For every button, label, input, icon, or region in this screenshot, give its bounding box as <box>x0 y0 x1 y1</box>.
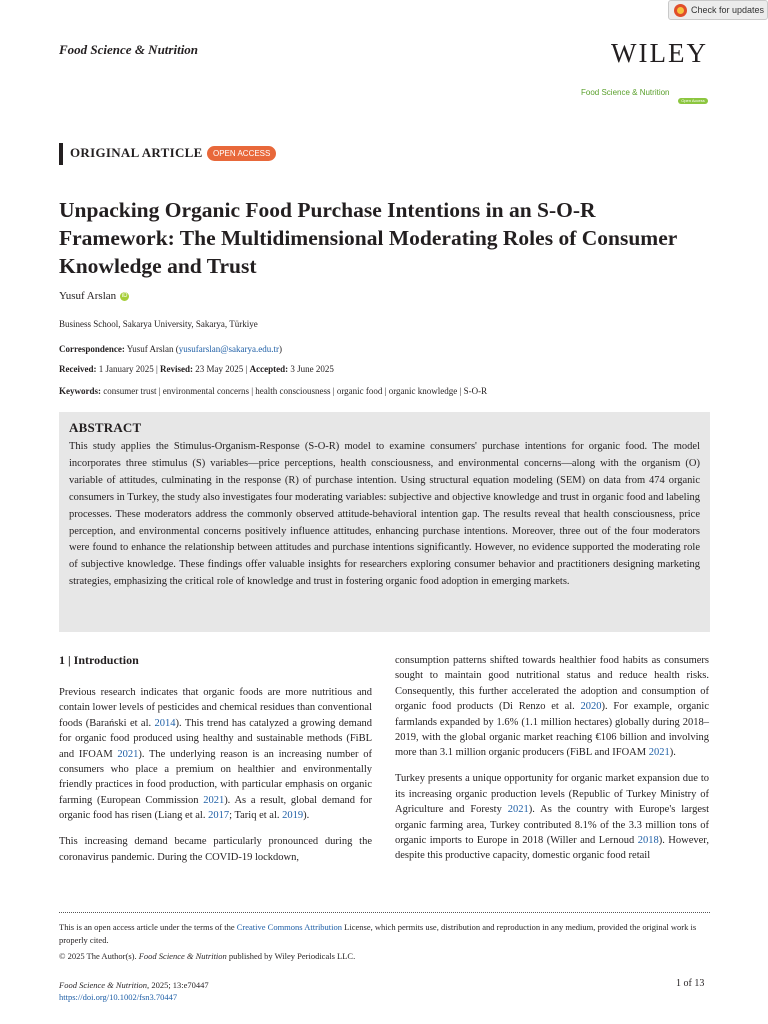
date-separator: | <box>153 364 161 374</box>
crossmark-icon <box>674 4 687 17</box>
abstract-box <box>59 412 710 632</box>
journal-reference <box>59 979 209 1003</box>
article-type: ORIGINAL ARTICLE <box>70 145 203 160</box>
text-run: Turkey presents a unique opportunity for organic market expansion due to its increasing organic production levels (Republic of Turkey Ministry of Agriculture and Foresty <box>395 773 709 816</box>
open-access-badge: OPEN ACCESS <box>207 146 276 161</box>
text-run: Previous research indicates that organic foods are more nutritious and contain lower levels of pesticides and chemical residues than conventional foods (Barański et al. <box>59 687 372 729</box>
revised-label: Revised: <box>160 364 194 374</box>
keywords-list: consumer trust | environmental concerns | health consciousness | organic food | organic knowledge | S-O-R <box>103 386 488 396</box>
text-run: ). However, despite this productive capacity, domestic organic food retail <box>395 834 709 862</box>
text-run: ). This trend has catalyzed a growing demand for organic food produced using healthy and sustainable methods (FiBL and IFOAM <box>59 717 373 760</box>
affiliation: Business School, Sakarya University, Sakarya, Türkiye <box>59 319 258 329</box>
footnote-divider <box>59 912 710 913</box>
author-line <box>59 290 129 302</box>
text-run: License, which permits use, distribution and reproduction in any medium, provided the original work is properly cited. <box>59 922 697 945</box>
journal-ref-italic: Food Science & Nutrition, <box>59 980 150 990</box>
author-name[interactable]: Yusuf Arslan <box>59 290 117 302</box>
correspondence-close: ) <box>279 344 283 354</box>
text-run: ). The underlying reason is an increasing number of consumers who place a premium on healthier and environmentally friendly practices in food production, with particular emphasis on organic farming (European Commission <box>59 748 372 806</box>
text-run: consumption patterns shifted towards healthier food habits as consumers sought to maintain good nutritional status and reduce health risks. Consequently, this further accelerated the adoption and consumption of organic food products (Di Renzo et al. <box>395 655 709 713</box>
intro-paragraph-3 <box>395 653 709 761</box>
text-run: This is an open access article under the terms of the <box>59 922 237 932</box>
wiley-logo: WILEY <box>611 38 708 68</box>
intro-paragraph-1 <box>59 685 372 824</box>
intro-paragraph-2: This increasing demand became particularly pronounced during the coronavirus pandemic. During the COVID-19 lockdown, <box>59 836 372 863</box>
text-run: ). <box>669 747 676 759</box>
intro-paragraph-4 <box>395 771 709 863</box>
orcid-icon[interactable]: iD <box>121 292 128 299</box>
check-for-updates-label: Check for updates <box>691 5 765 15</box>
received-label: Received: <box>59 364 97 374</box>
citation-link[interactable]: 2020 <box>580 701 602 713</box>
text-run: © 2025 The Author(s). <box>59 951 139 961</box>
citation-link[interactable]: 2019 <box>282 810 304 822</box>
license-note <box>59 921 710 947</box>
journal-logo: Food Science & Nutrition <box>581 88 670 97</box>
open-access-logo: Open Access <box>678 98 708 104</box>
journal-name-italic: Food Science & Nutrition <box>138 951 227 961</box>
article-title: Unpacking Organic Food Purchase Intentions in an S-O-R Framework: The Multidimensional Moderating Roles of Consumer Knowledge and Trust <box>59 198 677 278</box>
page-number: 1 of 13 <box>676 978 705 989</box>
citation-link[interactable]: 2017 <box>208 810 230 822</box>
doi-link[interactable]: https://doi.org/10.1002/fsn3.70447 <box>59 992 178 1002</box>
revised-date: 23 May 2025 <box>195 364 244 374</box>
citation-link[interactable]: 2021 <box>648 747 670 759</box>
correspondence-name: Yusuf Arslan ( <box>126 344 179 354</box>
date-separator: | <box>243 364 250 374</box>
journal-name: Food Science & Nutrition <box>59 42 199 57</box>
article-type-bar <box>59 143 63 165</box>
correspondence <box>59 344 282 354</box>
article-dates <box>59 364 334 374</box>
text-run: ). <box>303 810 310 822</box>
keywords <box>59 386 487 396</box>
received-date: 1 January 2025 <box>98 364 154 374</box>
text-run: ). As a result, global demand for organic food has risen (Liang et al. <box>59 794 372 822</box>
citation-link[interactable]: 2018 <box>637 834 659 846</box>
abstract-text: This study applies the Stimulus-Organism-Response (S-O-R) model to examine consumers' purchase intentions for organic food. The model incorporates three stimulus (S) variables—price perceptions, health consciousness, and environmental concerns—along with the organism (O) variable of attitudes, culminating in the response (R) of purchase intention. Using structural equation modeling (SEM) on data from 474 organic consumers in Turkey, the study also investigates four moderating variables: subjective and objective knowledge and trust in organic food and labeling processes. These moderators address the commonly observed attitude-behavioral intention gap. The results reveal that health consciousness, price perception, and environmental concerns positively influence attitudes, enhancing purchase intentions. Moreover, three out of the four moderators were found to enhance the relationship between attitudes and purchase intentions significantly. However, no evidence supported the moderating role of subjective knowledge. These findings offer valuable insights for researchers exploring consumer behavior and practitioners designing marketing strategies, emphasizing the critical role of knowledge and trust in fostering organic food adoption in emerging markets. <box>69 441 700 588</box>
section-heading-introduction: 1 | Introduction <box>59 653 139 667</box>
citation-link[interactable]: 2021 <box>203 794 225 806</box>
text-run: ). For example, organic farmlands expanded by 1.6% (1.1 million hectares) globally during 2018–2019, with the global organic market reaching €106 billion and involving more than 3.1 million organic producers (FiBL and IFOAM <box>395 701 709 759</box>
journal-ref-volume: 2025; 13:e70447 <box>149 980 209 990</box>
text-run: ; Tariq et al. <box>229 810 283 822</box>
text-run: published by Wiley Periodicals LLC. <box>226 951 356 961</box>
correspondence-email-link[interactable]: yusufarslan@sakarya.edu.tr <box>178 344 280 354</box>
text-run: ). As the country with Europe's largest organic farming area, Turkey contributed 8.1% of the 3.3 million tons of organic imports to Europe in 2018 (Willer and Lernoud <box>395 804 709 846</box>
license-link[interactable]: Creative Commons Attribution <box>236 922 343 932</box>
citation-link[interactable]: 2014 <box>154 717 176 729</box>
body-column-left <box>59 685 372 875</box>
accepted-label: Accepted: <box>249 364 289 374</box>
body-column-right <box>395 653 709 874</box>
accepted-date: 3 June 2025 <box>290 364 334 374</box>
keywords-label: Keywords: <box>59 386 101 396</box>
citation-link[interactable]: 2021 <box>117 748 139 760</box>
correspondence-label: Correspondence: <box>59 344 125 354</box>
abstract-heading: ABSTRACT <box>69 420 142 435</box>
citation-link[interactable]: 2021 <box>507 804 529 816</box>
copyright-note <box>59 951 355 961</box>
check-for-updates-button[interactable] <box>668 0 768 20</box>
